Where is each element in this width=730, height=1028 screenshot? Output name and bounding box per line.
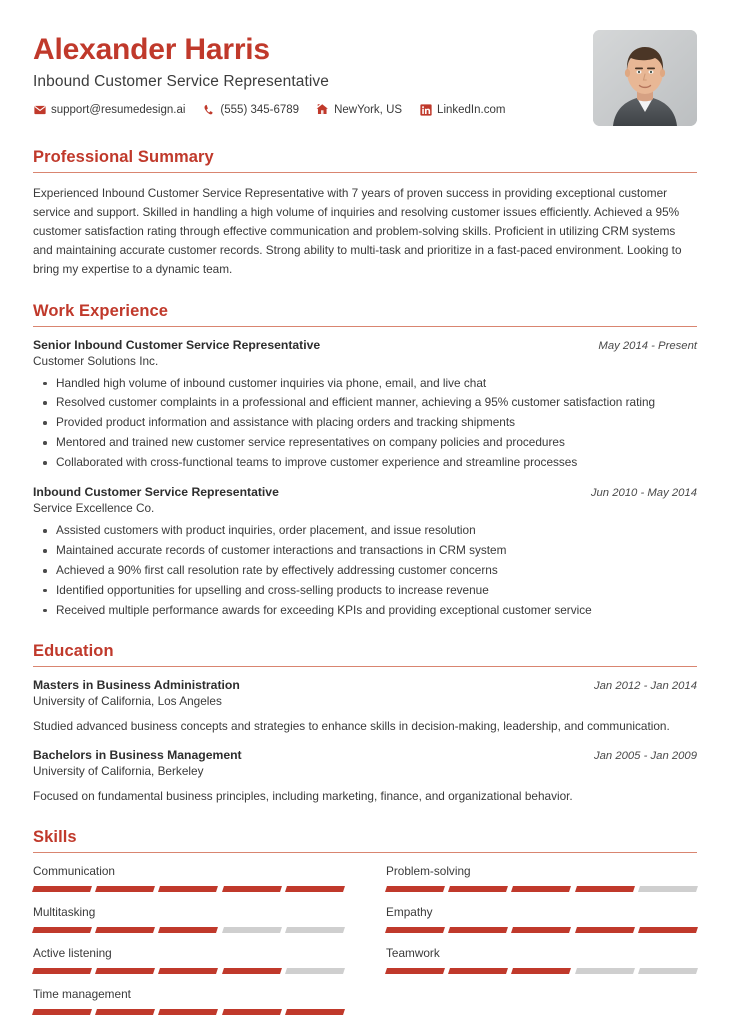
skill-rating-segment <box>285 968 345 974</box>
skill-rating-segment <box>222 968 282 974</box>
skill-rating-segment <box>575 927 635 933</box>
skill-rating-segment <box>222 927 282 933</box>
section-divider <box>33 172 697 173</box>
education-school: University of California, Los Angeles <box>33 693 222 708</box>
education-entry-head <box>33 678 697 692</box>
candidate-name: Alexander Harris <box>33 33 270 66</box>
contact-location-text: NewYork, US <box>334 103 403 116</box>
skill-rating-segment <box>32 886 92 892</box>
education-school: University of California, Berkeley <box>33 764 204 779</box>
experience-entry <box>33 485 697 620</box>
list-item: Provided product information and assistance with placing orders and tracking shipments <box>56 414 697 432</box>
list-item: Handled high volume of inbound customer inquiries via phone, email, and live chat <box>56 375 697 393</box>
education-degree: Masters in Business Administration <box>33 677 240 692</box>
list-item: Resolved customer complaints in a professional and efficient manner, achieving a 95% customer satisfaction rating <box>56 394 697 412</box>
skill-rating-segment <box>95 1009 155 1015</box>
skill-label: Multitasking <box>33 905 96 920</box>
skill-rating-segment <box>638 927 698 933</box>
skill-rating-segment <box>32 968 92 974</box>
section-title-education: Education <box>33 641 114 660</box>
skill-rating-segment <box>222 1009 282 1015</box>
section-title-summary: Professional Summary <box>33 148 214 166</box>
contact-phone-text: (555) 345-6789 <box>220 103 300 116</box>
list-item: Maintained accurate records of customer interactions and transactions in CRM system <box>56 542 697 560</box>
skill-rating-bar <box>386 927 697 933</box>
skill-item <box>386 905 697 933</box>
skill-rating-segment <box>158 927 218 933</box>
education-date: Jan 2005 - Jan 2009 <box>593 750 697 763</box>
list-item: Received multiple performance awards for exceeding KPIs and providing exceptional customer service <box>56 602 697 620</box>
resume-header <box>33 30 697 126</box>
skill-rating-segment <box>511 968 571 974</box>
education-date: Jan 2012 - Jan 2014 <box>593 679 697 692</box>
education-description: Studied advanced business concepts and strategies to enhance skills in decision-making, leadership, and communication. <box>33 718 670 733</box>
header-text-block <box>33 30 505 116</box>
skill-label: Teamwork <box>386 946 440 961</box>
skill-rating-segment <box>32 927 92 933</box>
skill-label: Communication <box>33 864 115 879</box>
section-title-skills: Skills <box>33 828 77 847</box>
skill-item <box>33 987 344 1015</box>
contact-linkedin-text: LinkedIn.com <box>437 103 506 116</box>
skill-item <box>33 864 344 892</box>
section-divider <box>33 326 697 327</box>
education-description: Focused on fundamental business principles, including marketing, finance, and organizational behavior. <box>33 789 573 804</box>
contact-phone[interactable] <box>202 103 299 116</box>
section-divider <box>33 852 697 853</box>
section-education <box>33 642 697 806</box>
skill-rating-segment <box>511 927 571 933</box>
section-divider <box>33 666 697 667</box>
candidate-job-title: Inbound Customer Service Representative <box>33 73 329 90</box>
experience-date: May 2014 - Present <box>598 339 697 352</box>
experience-company: Service Excellence Co. <box>33 501 155 516</box>
skill-rating-segment <box>511 886 571 892</box>
skills-grid <box>33 864 697 1028</box>
skill-rating-segment <box>95 927 155 933</box>
skill-item <box>33 946 344 974</box>
skill-rating-segment <box>448 968 508 974</box>
skill-rating-segment <box>385 927 445 933</box>
experience-company: Customer Solutions Inc. <box>33 353 159 368</box>
skill-label: Time management <box>33 987 131 1002</box>
list-item: Identified opportunities for upselling and cross-selling products to increase revenue <box>56 582 697 600</box>
education-entry-head <box>33 748 697 762</box>
education-entry <box>33 678 697 736</box>
experience-entry-head <box>33 485 697 499</box>
skill-rating-bar <box>33 968 344 974</box>
skill-rating-bar <box>386 886 697 892</box>
skill-rating-segment <box>95 886 155 892</box>
skill-rating-bar <box>33 927 344 933</box>
education-entry <box>33 748 697 806</box>
experience-bullets <box>33 522 697 620</box>
skill-item <box>386 864 697 892</box>
list-item: Assisted customers with product inquiries, order placement, and issue resolution <box>56 522 697 540</box>
section-skills <box>33 828 697 1028</box>
contact-linkedin[interactable] <box>419 103 505 116</box>
skill-rating-segment <box>285 1009 345 1015</box>
contact-email-text: support@resumedesign.ai <box>51 103 186 116</box>
skill-rating-segment <box>385 968 445 974</box>
experience-date: Jun 2010 - May 2014 <box>590 487 697 500</box>
skill-rating-segment <box>575 968 635 974</box>
contact-email[interactable] <box>33 103 185 116</box>
skill-rating-bar <box>386 968 697 974</box>
experience-bullets <box>33 375 697 473</box>
skill-rating-bar <box>33 886 344 892</box>
skill-item <box>386 946 697 974</box>
experience-entry-head <box>33 338 697 352</box>
section-professional-summary <box>33 148 697 280</box>
education-degree: Bachelors in Business Management <box>33 748 242 763</box>
phone-icon <box>202 103 215 116</box>
skill-rating-segment <box>158 1009 218 1015</box>
skill-rating-segment <box>448 927 508 933</box>
skill-rating-bar <box>33 1009 344 1015</box>
skill-rating-segment <box>448 886 508 892</box>
skill-rating-segment <box>222 886 282 892</box>
contact-row <box>33 103 505 116</box>
skill-label: Problem-solving <box>386 864 471 879</box>
skill-rating-segment <box>32 1009 92 1015</box>
skill-rating-segment <box>285 886 345 892</box>
linkedin-icon <box>419 103 432 116</box>
list-item: Collaborated with cross-functional teams to improve customer experience and streamline processes <box>56 454 697 472</box>
experience-role: Inbound Customer Service Representative <box>33 485 279 500</box>
skill-rating-segment <box>158 886 218 892</box>
skill-label: Active listening <box>33 946 112 961</box>
summary-text: Experienced Inbound Customer Service Representative with 7 years of proven success in providing exceptional customer service and support. Skilled in handling a high volume of inquiries and resolving customer issues efficiently. Achieved a 95% customer satisfaction rating through effective communication and problem-solving skills. Proficient in utilizing CRM systems and maintaining accurate customer records. Strong ability to multi-task and prioritize in a fast-paced environment. Looking to bring my expertise to a dynamic team. <box>33 186 682 277</box>
experience-entry <box>33 338 697 473</box>
skill-rating-segment <box>158 968 218 974</box>
skill-label: Empathy <box>386 905 433 920</box>
list-item: Achieved a 90% first call resolution rate by effectively addressing customer concerns <box>56 562 697 580</box>
section-title-experience: Work Experience <box>33 301 169 320</box>
skill-rating-segment <box>638 886 698 892</box>
contact-location[interactable] <box>316 103 402 116</box>
list-item: Mentored and trained new customer service representatives on company policies and procedures <box>56 434 697 452</box>
skill-rating-segment <box>638 968 698 974</box>
skill-rating-segment <box>95 968 155 974</box>
profile-photo <box>593 30 697 126</box>
skill-item <box>33 905 344 933</box>
skill-rating-segment <box>385 886 445 892</box>
experience-role: Senior Inbound Customer Service Representative <box>33 337 321 352</box>
skill-rating-segment <box>575 886 635 892</box>
skill-rating-segment <box>285 927 345 933</box>
home-icon <box>316 103 329 116</box>
section-work-experience <box>33 302 697 620</box>
envelope-icon <box>33 103 46 116</box>
